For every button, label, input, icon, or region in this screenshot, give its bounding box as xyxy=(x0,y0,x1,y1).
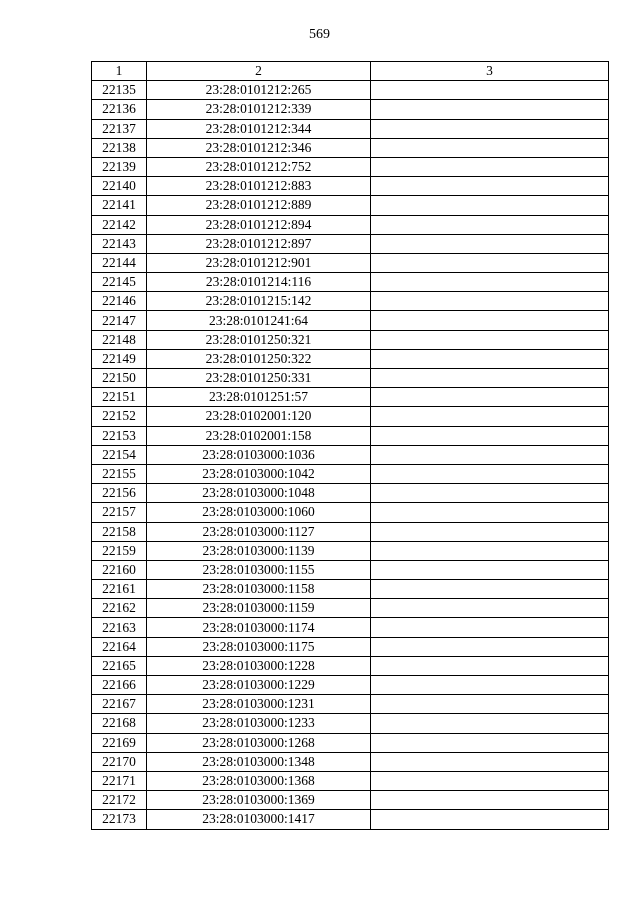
cadastral-number-cell: 23:28:0101212:752 xyxy=(147,157,371,176)
row-number-cell: 22167 xyxy=(92,695,147,714)
cadastral-number-cell: 23:28:0103000:1233 xyxy=(147,714,371,733)
table-row xyxy=(92,292,609,311)
row-number-cell: 22173 xyxy=(92,810,147,829)
cadastral-number-cell: 23:28:0101212:883 xyxy=(147,177,371,196)
cadastral-number-cell: 23:28:0101212:344 xyxy=(147,119,371,138)
table-row xyxy=(92,522,609,541)
row-number-cell: 22156 xyxy=(92,484,147,503)
row-number-cell: 22148 xyxy=(92,330,147,349)
cadastral-number-cell: 23:28:0103000:1159 xyxy=(147,599,371,618)
row-number-cell: 22172 xyxy=(92,791,147,810)
table-row xyxy=(92,311,609,330)
row-number-cell: 22143 xyxy=(92,234,147,253)
cadastral-number-cell: 23:28:0103000:1368 xyxy=(147,771,371,790)
row-number-cell: 22160 xyxy=(92,560,147,579)
table-row xyxy=(92,157,609,176)
row-number-cell: 22165 xyxy=(92,656,147,675)
table-row xyxy=(92,196,609,215)
table-row xyxy=(92,138,609,157)
table-row xyxy=(92,330,609,349)
row-number-cell: 22149 xyxy=(92,349,147,368)
cadastral-number-cell: 23:28:0101212:265 xyxy=(147,81,371,100)
table-row xyxy=(92,695,609,714)
notes-cell xyxy=(371,560,609,579)
notes-cell xyxy=(371,369,609,388)
table-row xyxy=(92,445,609,464)
notes-cell xyxy=(371,81,609,100)
header-cell-1: 1 xyxy=(92,62,147,81)
notes-cell xyxy=(371,599,609,618)
notes-cell xyxy=(371,714,609,733)
cadastral-number-cell: 23:28:0103000:1060 xyxy=(147,503,371,522)
row-number-cell: 22137 xyxy=(92,119,147,138)
cadastral-number-cell: 23:28:0102001:158 xyxy=(147,426,371,445)
table-row xyxy=(92,426,609,445)
row-number-cell: 22150 xyxy=(92,369,147,388)
notes-cell xyxy=(371,253,609,272)
notes-cell xyxy=(371,215,609,234)
cadastral-number-cell: 23:28:0103000:1228 xyxy=(147,656,371,675)
notes-cell xyxy=(371,196,609,215)
notes-cell xyxy=(371,484,609,503)
cadastral-number-cell: 23:28:0103000:1268 xyxy=(147,733,371,752)
table-row xyxy=(92,637,609,656)
header-cell-3: 3 xyxy=(371,62,609,81)
notes-cell xyxy=(371,676,609,695)
notes-cell xyxy=(371,810,609,829)
row-number-cell: 22155 xyxy=(92,464,147,483)
cadastral-number-cell: 23:28:0103000:1175 xyxy=(147,637,371,656)
notes-cell xyxy=(371,119,609,138)
table-row xyxy=(92,407,609,426)
cadastral-number-cell: 23:28:0101215:142 xyxy=(147,292,371,311)
cadastral-number-cell: 23:28:0101212:889 xyxy=(147,196,371,215)
cadastral-number-cell: 23:28:0101250:321 xyxy=(147,330,371,349)
cadastral-number-cell: 23:28:0103000:1417 xyxy=(147,810,371,829)
table-row xyxy=(92,215,609,234)
cadastral-number-cell: 23:28:0101212:346 xyxy=(147,138,371,157)
table-row xyxy=(92,560,609,579)
notes-cell xyxy=(371,580,609,599)
table-row xyxy=(92,234,609,253)
cadastral-number-cell: 23:28:0103000:1158 xyxy=(147,580,371,599)
table-row xyxy=(92,119,609,138)
notes-cell xyxy=(371,752,609,771)
notes-cell xyxy=(371,426,609,445)
cadastral-table xyxy=(91,61,609,830)
table-row xyxy=(92,253,609,272)
row-number-cell: 22152 xyxy=(92,407,147,426)
cadastral-number-cell: 23:28:0101251:57 xyxy=(147,388,371,407)
row-number-cell: 22162 xyxy=(92,599,147,618)
row-number-cell: 22136 xyxy=(92,100,147,119)
table-row xyxy=(92,771,609,790)
row-number-cell: 22146 xyxy=(92,292,147,311)
header-row xyxy=(92,62,609,81)
table-row xyxy=(92,791,609,810)
table-row xyxy=(92,464,609,483)
table-row xyxy=(92,369,609,388)
header-cell-2: 2 xyxy=(147,62,371,81)
notes-cell xyxy=(371,292,609,311)
cadastral-number-cell: 23:28:0101212:894 xyxy=(147,215,371,234)
notes-cell xyxy=(371,464,609,483)
table-row xyxy=(92,349,609,368)
table-header xyxy=(92,62,609,81)
cadastral-number-cell: 23:28:0103000:1139 xyxy=(147,541,371,560)
cadastral-number-cell: 23:28:0101250:331 xyxy=(147,369,371,388)
notes-cell xyxy=(371,330,609,349)
row-number-cell: 22171 xyxy=(92,771,147,790)
cadastral-number-cell: 23:28:0101250:322 xyxy=(147,349,371,368)
row-number-cell: 22142 xyxy=(92,215,147,234)
cadastral-number-cell: 23:28:0103000:1042 xyxy=(147,464,371,483)
cadastral-number-cell: 23:28:0103000:1369 xyxy=(147,791,371,810)
notes-cell xyxy=(371,311,609,330)
cadastral-number-cell: 23:28:0103000:1036 xyxy=(147,445,371,464)
row-number-cell: 22154 xyxy=(92,445,147,464)
table-row xyxy=(92,618,609,637)
row-number-cell: 22144 xyxy=(92,253,147,272)
notes-cell xyxy=(371,695,609,714)
row-number-cell: 22153 xyxy=(92,426,147,445)
row-number-cell: 22139 xyxy=(92,157,147,176)
notes-cell xyxy=(371,771,609,790)
notes-cell xyxy=(371,157,609,176)
notes-cell xyxy=(371,388,609,407)
cadastral-number-cell: 23:28:0103000:1348 xyxy=(147,752,371,771)
page-number: 569 xyxy=(309,27,330,42)
cadastral-number-cell: 23:28:0103000:1229 xyxy=(147,676,371,695)
cadastral-number-cell: 23:28:0101241:64 xyxy=(147,311,371,330)
cadastral-number-cell: 23:28:0102001:120 xyxy=(147,407,371,426)
table-body xyxy=(92,81,609,829)
table-row xyxy=(92,100,609,119)
table-row xyxy=(92,656,609,675)
row-number-cell: 22159 xyxy=(92,541,147,560)
table-row xyxy=(92,484,609,503)
cadastral-number-cell: 23:28:0103000:1231 xyxy=(147,695,371,714)
table-row xyxy=(92,541,609,560)
row-number-cell: 22169 xyxy=(92,733,147,752)
table-row xyxy=(92,388,609,407)
notes-cell xyxy=(371,445,609,464)
notes-cell xyxy=(371,349,609,368)
notes-cell xyxy=(371,656,609,675)
notes-cell xyxy=(371,733,609,752)
row-number-cell: 22140 xyxy=(92,177,147,196)
table-row xyxy=(92,599,609,618)
cadastral-number-cell: 23:28:0101212:339 xyxy=(147,100,371,119)
table-row xyxy=(92,676,609,695)
row-number-cell: 22145 xyxy=(92,273,147,292)
notes-cell xyxy=(371,407,609,426)
cadastral-number-cell: 23:28:0103000:1174 xyxy=(147,618,371,637)
row-number-cell: 22151 xyxy=(92,388,147,407)
row-number-cell: 22147 xyxy=(92,311,147,330)
notes-cell xyxy=(371,522,609,541)
table-row xyxy=(92,810,609,829)
notes-cell xyxy=(371,541,609,560)
row-number-cell: 22168 xyxy=(92,714,147,733)
notes-cell xyxy=(371,100,609,119)
cadastral-number-cell: 23:28:0103000:1155 xyxy=(147,560,371,579)
cadastral-number-cell: 23:28:0103000:1127 xyxy=(147,522,371,541)
row-number-cell: 22135 xyxy=(92,81,147,100)
notes-cell xyxy=(371,503,609,522)
table-row xyxy=(92,503,609,522)
row-number-cell: 22163 xyxy=(92,618,147,637)
row-number-cell: 22170 xyxy=(92,752,147,771)
table-row xyxy=(92,273,609,292)
row-number-cell: 22138 xyxy=(92,138,147,157)
row-number-cell: 22164 xyxy=(92,637,147,656)
table-row xyxy=(92,580,609,599)
table-row xyxy=(92,177,609,196)
cadastral-number-cell: 23:28:0101212:901 xyxy=(147,253,371,272)
cadastral-number-cell: 23:28:0103000:1048 xyxy=(147,484,371,503)
cadastral-number-cell: 23:28:0101212:897 xyxy=(147,234,371,253)
table-row xyxy=(92,733,609,752)
notes-cell xyxy=(371,273,609,292)
notes-cell xyxy=(371,234,609,253)
notes-cell xyxy=(371,138,609,157)
table-row xyxy=(92,81,609,100)
cadastral-number-cell: 23:28:0101214:116 xyxy=(147,273,371,292)
notes-cell xyxy=(371,791,609,810)
notes-cell xyxy=(371,177,609,196)
notes-cell xyxy=(371,618,609,637)
table-row xyxy=(92,752,609,771)
notes-cell xyxy=(371,637,609,656)
row-number-cell: 22166 xyxy=(92,676,147,695)
table-row xyxy=(92,714,609,733)
row-number-cell: 22141 xyxy=(92,196,147,215)
row-number-cell: 22158 xyxy=(92,522,147,541)
row-number-cell: 22161 xyxy=(92,580,147,599)
row-number-cell: 22157 xyxy=(92,503,147,522)
